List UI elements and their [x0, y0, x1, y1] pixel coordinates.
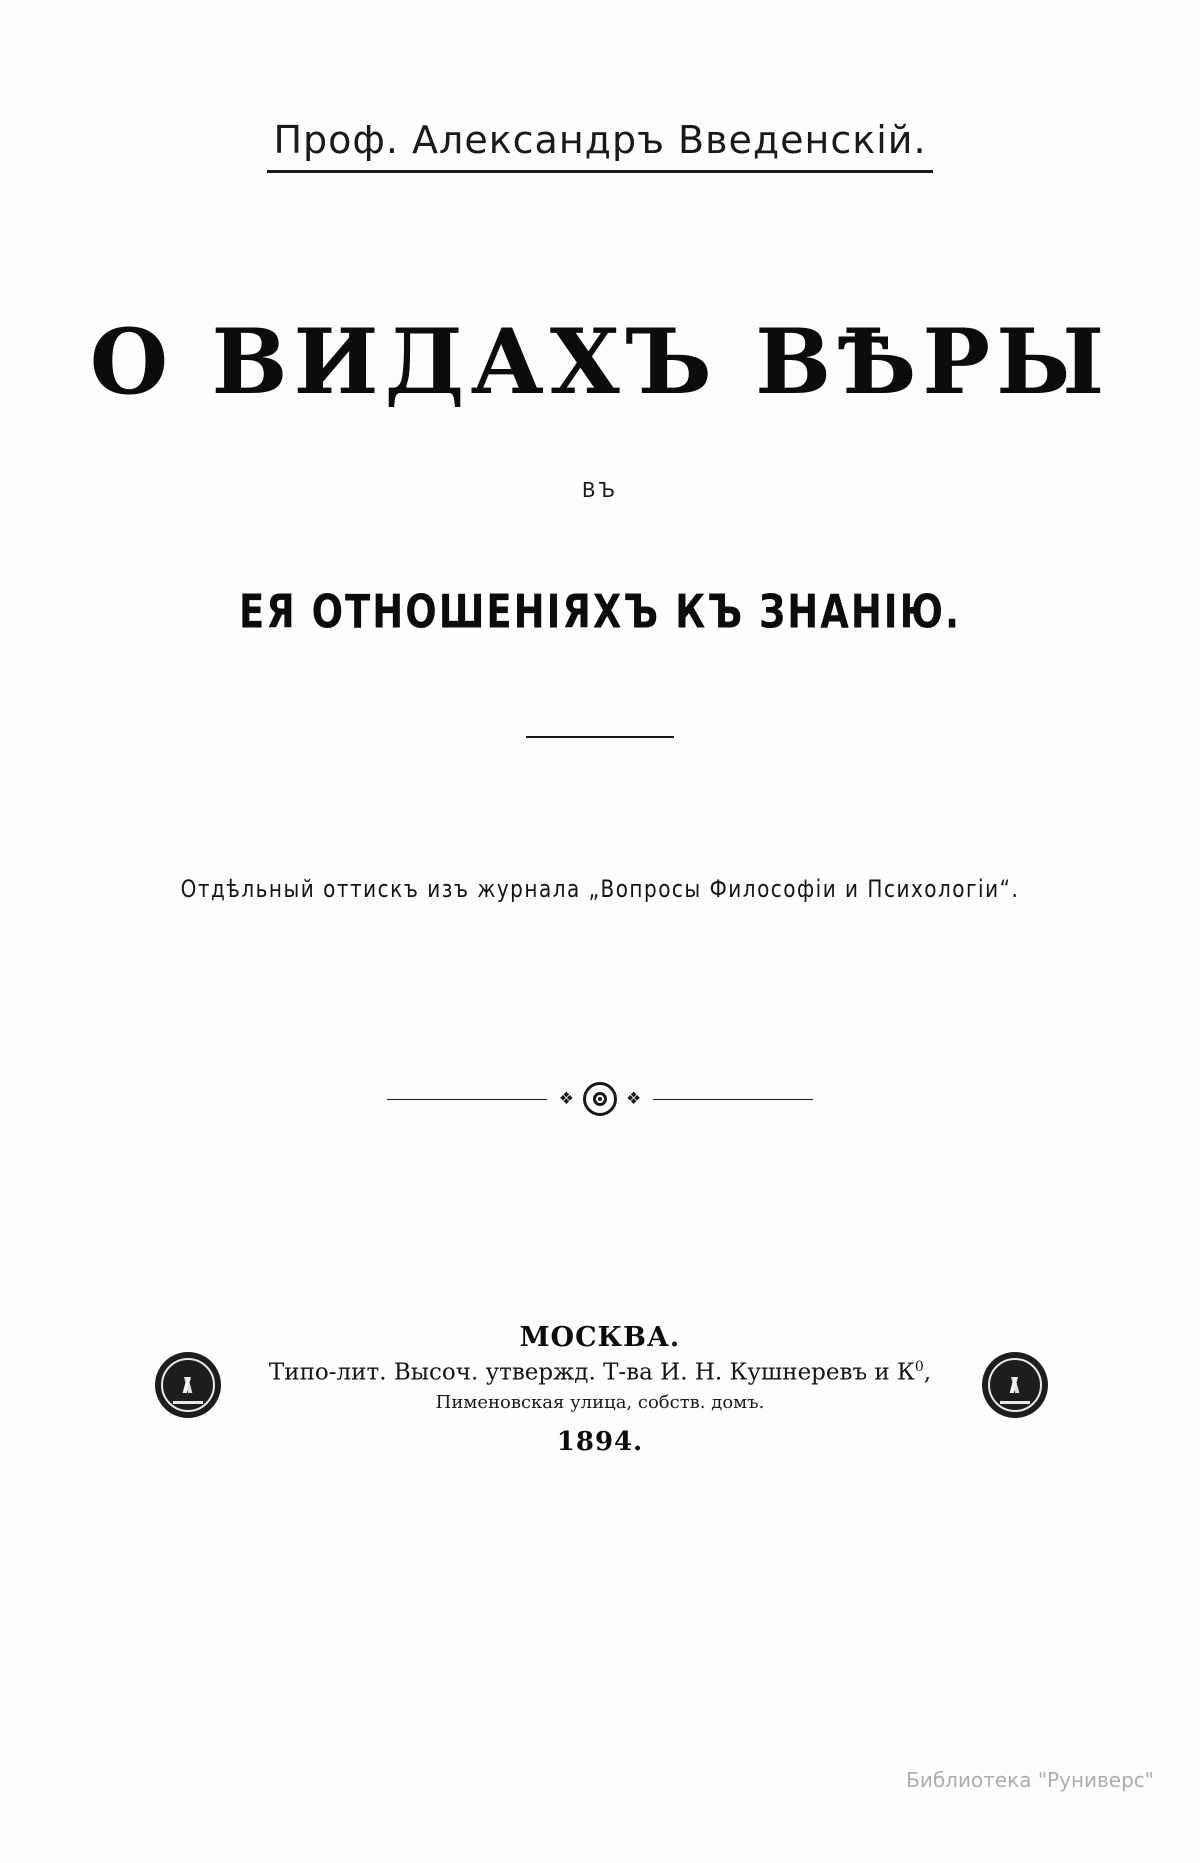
ornament-divider: [0, 1082, 1200, 1116]
imprint-printer-prefix: Типо-лит. Высоч. утвержд. Т-ва И. Н. Кушнеревъ и К: [268, 1359, 915, 1386]
imprint-address: Пименовская улица, собств. домъ.: [435, 1391, 765, 1413]
imprint-printer-suffix: ,: [923, 1359, 932, 1386]
author-block: [0, 118, 1200, 173]
imprint-printer: [0, 1359, 1200, 1386]
ornament-line-right: [653, 1099, 813, 1100]
page-subtitle: ЕЯ ОТНОШЕНIЯХЪ КЪ ЗНАНIЮ.: [238, 585, 962, 639]
divider-rule: [526, 736, 674, 738]
diamond-icon: ❖: [558, 1088, 574, 1109]
ornament-line-left: [387, 1099, 547, 1100]
title-connector: ВЪ: [581, 478, 619, 502]
imprint-city: МОСКВА.: [519, 1322, 681, 1353]
page-title: О ВИДАХЪ ВѢРЫ: [89, 309, 1111, 415]
imprint-block: [0, 1322, 1200, 1457]
author-name: Проф. Александръ Введенскiй.: [267, 118, 932, 173]
offprint-note: Отдѣльный оттискъ изъ журнала „Вопросы Философiи и Психологiи“.: [180, 874, 1020, 903]
rosette-icon: [583, 1082, 617, 1116]
imprint-year: 1894.: [556, 1426, 644, 1457]
diamond-icon: ❖: [626, 1088, 642, 1109]
imprint-printer-superscript: 0: [914, 1359, 924, 1375]
library-watermark: Библиотека "Руниверс": [906, 1768, 1154, 1792]
